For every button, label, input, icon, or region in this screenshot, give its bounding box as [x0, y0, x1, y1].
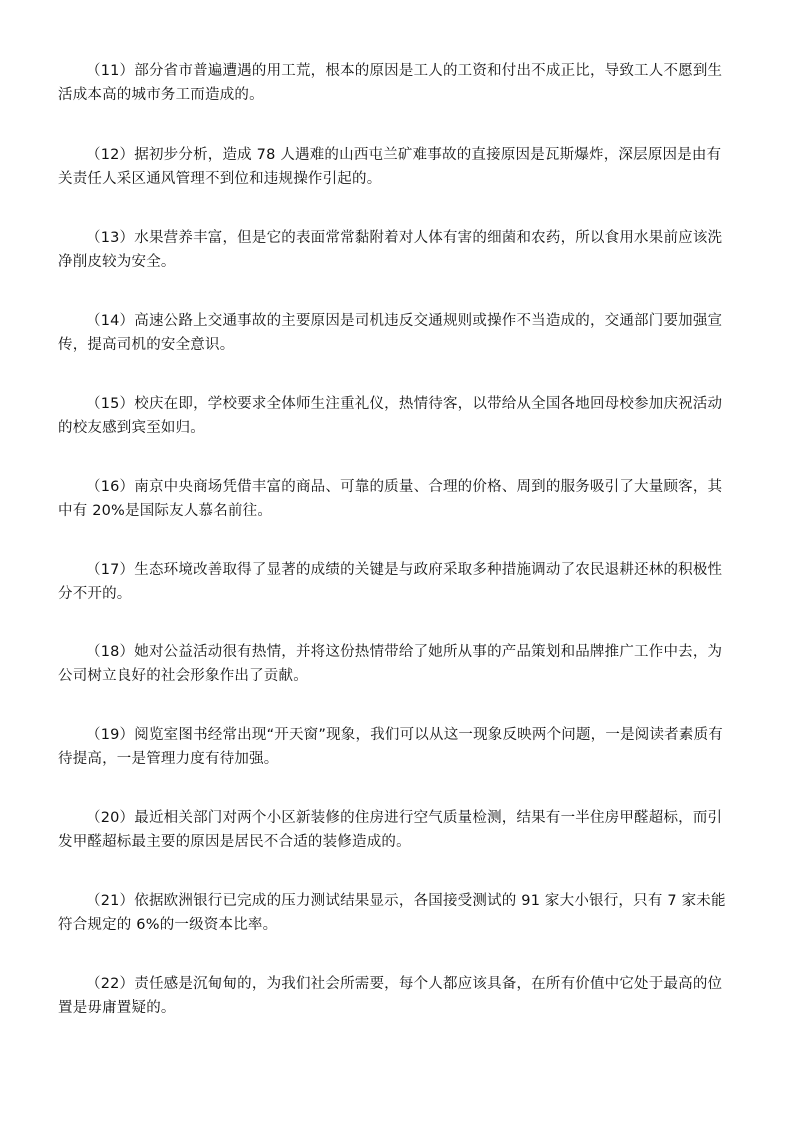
- question-text: 高速公路上交通事故的主要原因是司机违反交通规则或操作不当造成的，交通部门要加强宣传，提高司机的安全意识。: [58, 313, 723, 353]
- question-number: （19）: [86, 727, 135, 743]
- question-item-20: [58, 806, 734, 854]
- question-text: 南京中央商场凭借丰富的商品、可靠的质量、合理的价格、周到的服务吸引了大量顾客，其中有 20%是国际友人慕名前往。: [58, 479, 723, 519]
- question-item-14: [58, 309, 734, 357]
- question-item-13: [58, 226, 734, 274]
- question-text: 依据欧洲银行已完成的压力测试结果显示，各国接受测试的 91 家大小银行，只有 7 家未能符合规定的 6%的一级资本比率。: [58, 893, 726, 933]
- question-item-17: [58, 558, 734, 606]
- question-text: 据初步分析，造成 78 人遇难的山西屯兰矿难事故的直接原因是瓦斯爆炸，深层原因是由有关责任人采区通风管理不到位和违规操作引起的。: [58, 147, 722, 187]
- question-item-19: [58, 723, 734, 771]
- question-number: （12）: [86, 147, 135, 163]
- question-item-16: [58, 475, 734, 523]
- question-text: 最近相关部门对两个小区新装修的住房进行空气质量检测，结果有一半住房甲醛超标，而引发甲醛超标最主要的原因是居民不合适的装修造成的。: [58, 810, 723, 850]
- question-text: 校庆在即，学校要求全体师生注重礼仪，热情待客，以带给从全国各地回母校参加庆祝活动的校友感到宾至如归。: [58, 396, 723, 436]
- question-number: （15）: [86, 396, 135, 412]
- question-item-12: [58, 143, 734, 191]
- question-number: （22）: [86, 976, 135, 992]
- question-number: （21）: [86, 893, 135, 909]
- question-item-15: [58, 392, 734, 440]
- question-item-11: [58, 59, 734, 107]
- question-text: 部分省市普遍遭遇的用工荒，根本的原因是工人的工资和付出不成正比，导致工人不愿到生活成本高的城市务工而造成的。: [58, 63, 723, 103]
- question-item-22: [58, 972, 734, 1020]
- question-number: （16）: [86, 479, 135, 495]
- question-item-21: [58, 889, 734, 937]
- question-number: （17）: [86, 562, 135, 578]
- question-text: 水果营养丰富，但是它的表面常常黏附着对人体有害的细菌和农药，所以食用水果前应该洗净削皮较为安全。: [58, 230, 723, 270]
- question-item-18: [58, 640, 734, 688]
- question-text: 阅览室图书经常出现“开天窗”现象，我们可以从这一现象反映两个问题，一是阅读者素质有待提高，一是管理力度有待加强。: [58, 727, 723, 767]
- question-number: （20）: [86, 810, 135, 826]
- question-number: （11）: [86, 63, 135, 79]
- question-text: 她对公益活动很有热情，并将这份热情带给了她所从事的产品策划和品牌推广工作中去，为公司树立良好的社会形象作出了贡献。: [58, 644, 723, 684]
- question-text: 责任感是沉甸甸的，为我们社会所需要，每个人都应该具备，在所有价值中它处于最高的位置是毋庸置疑的。: [58, 976, 723, 1016]
- question-number: （14）: [86, 313, 135, 329]
- question-number: （13）: [86, 230, 135, 246]
- question-number: （18）: [86, 644, 135, 660]
- question-text: 生态环境改善取得了显著的成绩的关键是与政府采取多种措施调动了农民退耕还林的积极性分不开的。: [58, 562, 723, 602]
